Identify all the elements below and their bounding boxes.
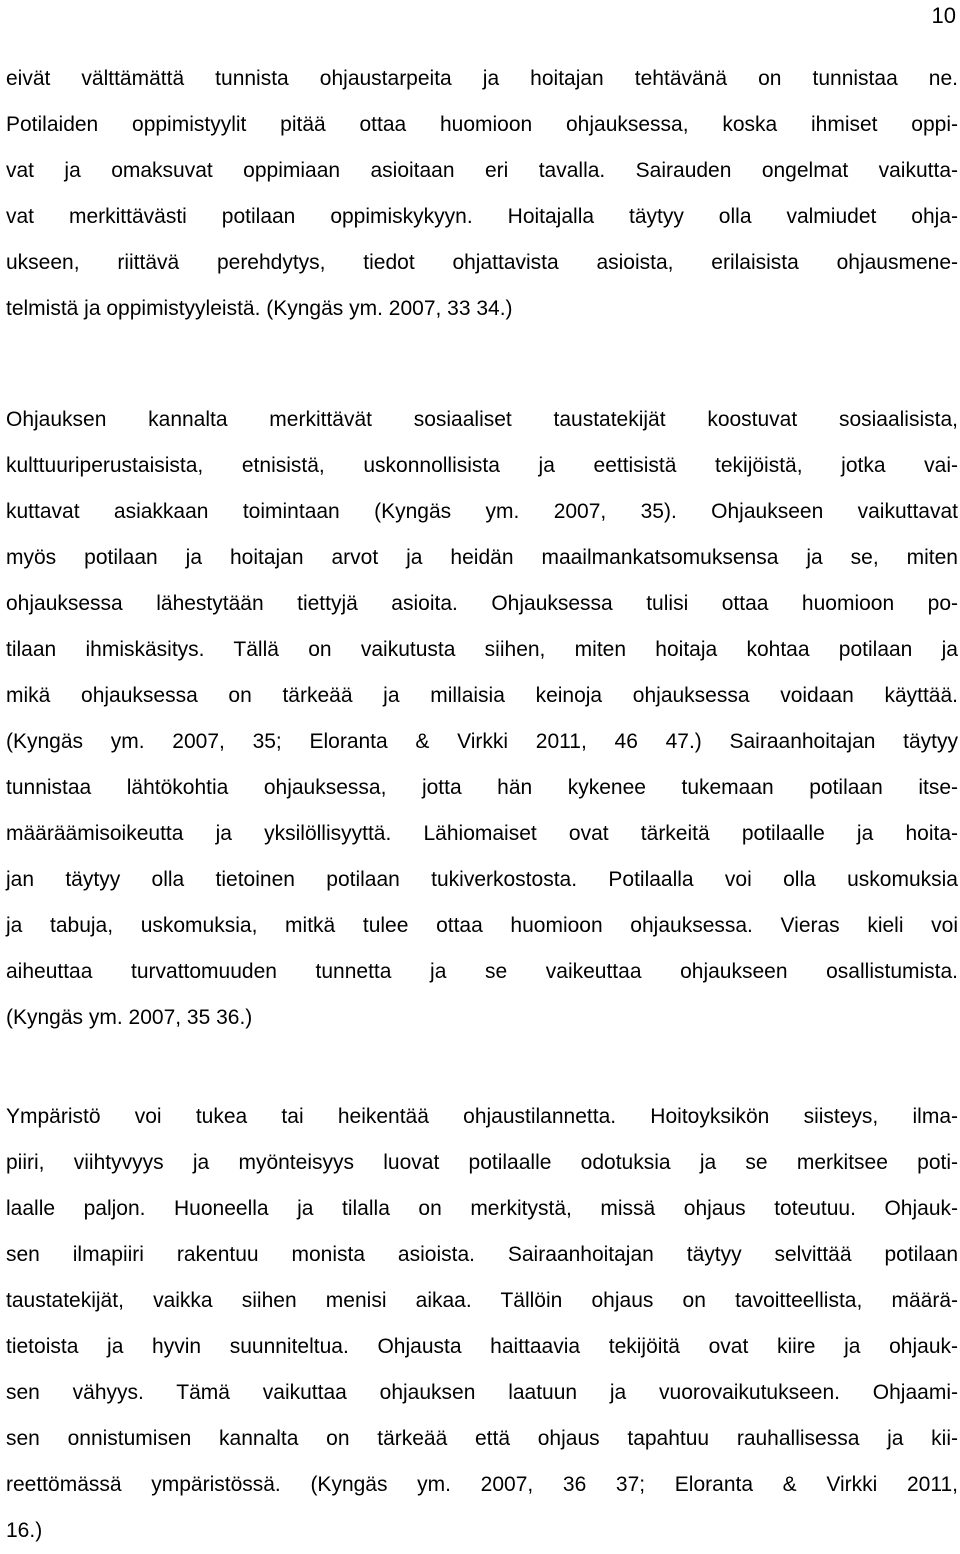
text-line: Ympäristö voi tukea tai heikentää ohjaustilannetta. Hoitoyksikön siisteys, ilma- [6, 1105, 958, 1128]
text-line: taustatekijät, vaikka siihen menisi aikaa. Tällöin ohjaus on tavoitteellista, määrä- [6, 1289, 958, 1312]
text-line: vat ja omaksuvat oppimiaan asioitaan eri tavalla. Sairauden ongelmat vaikutta- [6, 159, 958, 182]
text-line: reettömässä ympäristössä. (Kyngäs ym. 2007, 36 37; Eloranta & Virkki 2011, [6, 1473, 958, 1496]
paragraph-3 [6, 1094, 958, 1554]
text-line: määräämisoikeutta ja yksilöllisyyttä. Lähiomaiset ovat tärkeitä potilaalle ja hoita- [6, 822, 958, 845]
page-number: 10 [931, 3, 956, 28]
text-line: sen vähyys. Tämä vaikuttaa ohjauksen laatuun ja vuorovaikutukseen. Ohjaami- [6, 1381, 958, 1404]
text-line: Potilaiden oppimistyylit pitää ottaa huomioon ohjauksessa, koska ihmiset oppi- [6, 113, 958, 136]
text-line: kulttuuriperustaisista, etnisistä, uskonnollisista ja eettisistä tekijöistä, jotka vai- [6, 454, 958, 477]
text-line: ja tabuja, uskomuksia, mitkä tulee ottaa huomioon ohjauksessa. Vieras kieli voi [6, 914, 958, 937]
text-line: aiheuttaa turvattomuuden tunnetta ja se vaikeuttaa ohjaukseen osallistumista. [6, 960, 958, 983]
text-line: Ohjauksen kannalta merkittävät sosiaaliset taustatekijät koostuvat sosiaalisista, [6, 408, 958, 431]
text-line: tilaan ihmiskäsitys. Tällä on vaikutusta siihen, miten hoitaja kohtaa potilaan ja [6, 638, 958, 661]
text-line: vat merkittävästi potilaan oppimiskykyyn. Hoitajalla täytyy olla valmiudet ohja- [6, 205, 958, 228]
text-line: jan täytyy olla tietoinen potilaan tukiverkostosta. Potilaalla voi olla uskomuksia [6, 868, 958, 891]
text-line: telmistä ja oppimistyyleistä. (Kyngäs ym. 2007, 33 34.) [6, 297, 513, 320]
paragraph-2 [6, 397, 958, 1041]
text-line: eivät välttämättä tunnista ohjaustarpeita ja hoitajan tehtävänä on tunnistaa ne. [6, 67, 958, 90]
text-line: myös potilaan ja hoitajan arvot ja heidän maailmankatsomuksensa ja se, miten [6, 546, 958, 569]
text-line: sen ilmapiiri rakentuu monista asioista. Sairaanhoitajan täytyy selvittää potilaan [6, 1243, 958, 1266]
text-line: piiri, viihtyvyys ja myönteisyys luovat potilaalle odotuksia ja se merkitsee poti- [6, 1151, 958, 1174]
text-line: kuttavat asiakkaan toimintaan (Kyngäs ym. 2007, 35). Ohjaukseen vaikuttavat [6, 500, 958, 523]
paragraph-1 [6, 56, 958, 332]
text-line: tietoista ja hyvin suunniteltua. Ohjausta haittaavia tekijöitä ovat kiire ja ohjauk- [6, 1335, 958, 1358]
text-line: (Kyngäs ym. 2007, 35 36.) [6, 1006, 253, 1029]
text-line: 16.) [6, 1519, 43, 1542]
text-line: sen onnistumisen kannalta on tärkeää että ohjaus tapahtuu rauhallisessa ja kii- [6, 1427, 958, 1450]
text-line: mikä ohjauksessa on tärkeää ja millaisia keinoja ohjauksessa voidaan käyttää. [6, 684, 958, 707]
text-line: (Kyngäs ym. 2007, 35; Eloranta & Virkki 2011, 46 47.) Sairaanhoitajan täytyy [6, 730, 958, 753]
text-line: ukseen, riittävä perehdytys, tiedot ohjattavista asioista, erilaisista ohjausmene- [6, 251, 958, 274]
text-line: tunnistaa lähtökohtia ohjauksessa, jotta hän kykenee tukemaan potilaan itse- [6, 776, 958, 799]
text-line: laalle paljon. Huoneella ja tilalla on merkitystä, missä ohjaus toteutuu. Ohjauk- [6, 1197, 958, 1220]
text-line: ohjauksessa lähestytään tiettyjä asioita. Ohjauksessa tulisi ottaa huomioon po- [6, 592, 958, 615]
